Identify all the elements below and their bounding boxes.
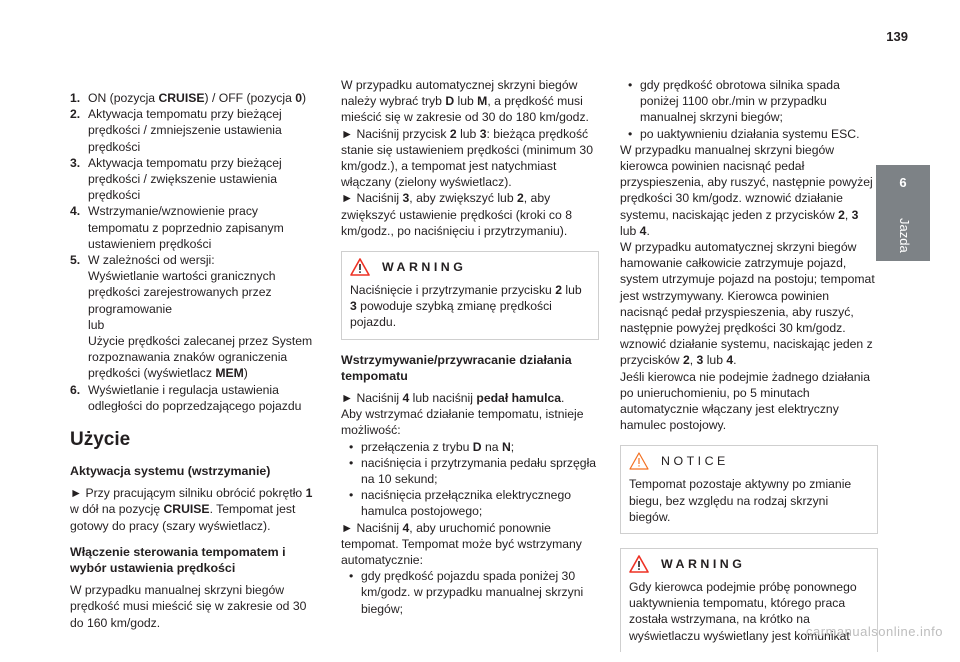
- list-text: Wstrzymanie/wznowienie pracy tempomatu z poprzednio zapisanym ustawieniem prędkości: [88, 204, 284, 251]
- list-number: 4.: [70, 204, 81, 219]
- text-bold: 3: [696, 353, 704, 368]
- text: .: [646, 223, 650, 238]
- text: lub: [703, 353, 727, 368]
- chapter-number: 6: [899, 175, 907, 190]
- list-item: [70, 155, 322, 204]
- text-bold: 2: [517, 191, 524, 206]
- bullet-list: [341, 439, 599, 520]
- list-text: lub: [88, 317, 105, 332]
- text-bold: pedał hamulca: [476, 391, 562, 406]
- text-bold: 1: [305, 486, 313, 501]
- text: W przypadku automatycznej skrzyni biegów hamowanie całkowicie zatrzymuje pojazd, system utrzymuje pojazd na postoju; tempomat jest wstrzymywany. Kierowca powinien nacisnąć pedał przyspieszenia, aby ruszyć, następnie powyżej prędkości 30 km/godz. wznowić działanie systemu, naciskając jeden z przycisków: [620, 240, 875, 368]
- list-item: [70, 252, 322, 382]
- text: ,: [844, 207, 852, 222]
- bullet-list: [341, 568, 599, 617]
- page-number: 139: [886, 29, 908, 44]
- list-text: W zależności od wersji:: [88, 253, 215, 268]
- list-text: Użycie prędkości zalecanej przez System rozpoznawania znaków ograniczenia prędkości (wyświetlacz: [88, 334, 313, 381]
- section-heading: Użycie: [70, 429, 131, 451]
- list-text: ): [243, 366, 248, 381]
- chapter-name: Jazda: [897, 217, 912, 253]
- paragraph: W przypadku manualnej skrzyni biegów prędkość musi mieścić się w zakresie od 30 do 160 km/godz.: [70, 583, 307, 630]
- list-number: 1.: [70, 91, 81, 105]
- subsection-heading: Wstrzymywanie/przywracanie działania tempomatu: [341, 352, 572, 383]
- list-text: Wyświetlanie i regulacja ustawienia odległości do poprzedzającego pojazdu: [88, 382, 302, 413]
- text-bold: 3: [350, 299, 357, 314]
- notice-callout: [620, 445, 878, 534]
- text: , aby uruchomić ponownie tempomat. Tempomat może być wstrzymany automatycznie:: [341, 520, 582, 568]
- text-bold: 4: [402, 520, 410, 535]
- warning-text: Gdy kierowca podejmie próbę ponownego uaktywnienia tempomatu, którego praca została wstrzymana, na krótko na wyświetlaczu wyświetlany jest komunikat: [629, 580, 857, 643]
- list-number: 3.: [70, 155, 81, 170]
- list-item: [341, 439, 599, 455]
- list-item: • gdy prędkość pojazdu spada poniżej 30 km/godz. w przypadku manualnej skrzyni biegów;: [341, 568, 599, 617]
- subsection-heading: Włączenie sterowania tempomatem i wybór ustawienia prędkości: [70, 544, 286, 576]
- paragraph: [341, 520, 599, 569]
- list-text: Aktywacja tempomatu przy bieżącej prędkości / zmniejszenie ustawienia prędkości: [88, 107, 282, 154]
- list-item: [70, 90, 322, 106]
- text-bold: D: [445, 94, 455, 109]
- text: lub: [562, 283, 582, 298]
- text-bold: 2: [449, 126, 457, 141]
- text: . Tempomat jest gotowy do pracy (szary wyświetlacz).: [70, 502, 296, 533]
- callout-header: [350, 252, 590, 282]
- text-bold: 2: [682, 353, 690, 368]
- text-bold: 4: [639, 223, 647, 238]
- column-3: [620, 77, 878, 662]
- text-bold: M: [477, 94, 488, 109]
- paragraph: Jeśli kierowca nie podejmie żadnego działania po unieruchomieniu, po 5 minutach automatycznie włączany jest elektryczny hamulec postojowy.: [620, 369, 870, 433]
- paragraph: [341, 390, 599, 406]
- notice-title: NOTICE: [661, 454, 729, 469]
- text: w dół na pozycję: [70, 502, 164, 517]
- text: ► Naciśnij: [341, 191, 403, 206]
- text: , aby zwiększyć ustawienie prędkości (kroki co 8 km/godz., po naciśnięciu i przytrzymaniu).: [341, 191, 572, 238]
- text: ► Naciśnij przycisk: [341, 126, 450, 141]
- subsection-heading: Aktywacja systemu (wstrzymanie): [70, 464, 271, 479]
- list-number: 2.: [70, 107, 81, 122]
- text-bold: 3: [402, 191, 410, 206]
- list-text-bold: CRUISE: [158, 91, 205, 105]
- list-text: ): [302, 91, 307, 105]
- bullet-list: [620, 77, 878, 142]
- paragraph: [341, 126, 599, 191]
- callout-header: [629, 446, 869, 476]
- text: .: [561, 391, 565, 406]
- text-bold: CRUISE: [163, 502, 210, 517]
- chapter-tab[interactable]: [876, 165, 930, 261]
- list-item: • naciśnięcia i przytrzymania pedału sprzęgła na 10 sekund;: [341, 455, 599, 487]
- text: W przypadku manualnej skrzyni biegów kierowca powinien nacisnąć pedał przyspieszenia, aby ruszyć, następnie powyżej prędkości 30 km/godz. wznowić działanie systemu, naciskając jeden z przycisków: [620, 142, 873, 222]
- warning-text: [350, 282, 590, 331]
- text: na: [481, 439, 502, 454]
- paragraph: [341, 77, 599, 126]
- column-1: [70, 90, 322, 631]
- text-bold: 3: [479, 126, 487, 141]
- list-text: Wyświetlanie wartości granicznych prędkości zarejestrowanych przez programowanie: [88, 269, 276, 316]
- text: W przypadku automatycznej skrzyni biegów należy wybrać tryb: [341, 78, 578, 109]
- list-text-bold: MEM: [215, 366, 244, 381]
- paragraph: [620, 142, 878, 239]
- text: , aby zwiększyć lub: [409, 191, 517, 206]
- text: powoduje szybką zmianę prędkości pojazdu.: [350, 299, 552, 330]
- text: : bieżąca prędkość stanie się ustawieniem prędkości (minimum 30 km/godz.), a tempomat jest natychmiast włączany (zielony wyświetlacz).: [341, 126, 593, 190]
- text-bold: 2: [838, 207, 845, 222]
- paragraph: [620, 239, 878, 369]
- notice-icon: [629, 452, 649, 470]
- warning-icon: [629, 555, 649, 573]
- list-item: • po uaktywnieniu działania systemu ESC.: [620, 126, 878, 142]
- column-2: [341, 77, 599, 617]
- text-bold: 4: [402, 391, 410, 406]
- list-text: Aktywacja tempomatu przy bieżącej prędkości / zwiększenie ustawienia prędkości: [88, 155, 282, 203]
- component-list: [70, 90, 322, 414]
- text: przełączenia z trybu: [361, 439, 473, 454]
- notice-text: Tempomat pozostaje aktywny po zmianie biegu, bez względu na rodzaj skrzyni biegów.: [629, 477, 852, 524]
- text-bold: N: [501, 439, 511, 454]
- warning-callout: [341, 251, 599, 340]
- text-bold: 4: [726, 353, 734, 368]
- list-item: [70, 106, 322, 155]
- callout-header: [629, 549, 869, 579]
- watermark: carmanualsonline.info: [806, 624, 943, 639]
- text-bold: 2: [555, 283, 562, 298]
- text: ,: [689, 353, 697, 368]
- text: , a prędkość musi mieścić się w zakresie od 30 do 180 km/godz.: [341, 94, 589, 125]
- list-item: [70, 382, 322, 414]
- list-text: ON (pozycja: [88, 91, 159, 105]
- list-text: ) / OFF (pozycja: [204, 91, 296, 105]
- text: lub naciśnij: [409, 391, 477, 406]
- warning-title: WARNING: [382, 259, 467, 274]
- warning-title: WARNING: [661, 556, 746, 571]
- text: ► Przy pracującym silniku obrócić pokrętło: [70, 486, 306, 501]
- text: lub: [456, 126, 480, 141]
- list-text-bold: 0: [295, 91, 303, 105]
- text: Naciśnięcie i przytrzymanie przycisku: [350, 283, 556, 298]
- text: lub: [454, 94, 478, 109]
- paragraph: [341, 190, 599, 239]
- text-bold: 3: [851, 207, 859, 222]
- warning-icon: [350, 258, 370, 276]
- text: ► Naciśnij: [341, 520, 403, 535]
- paragraph: [70, 485, 322, 534]
- list-item: [70, 203, 322, 252]
- list-number: 6.: [70, 382, 81, 397]
- paragraph: Aby wstrzymać działanie tempomatu, istnieje możliwość:: [341, 407, 584, 438]
- text-bold: D: [472, 439, 482, 454]
- text: ;: [510, 439, 515, 454]
- list-number: 5.: [70, 253, 81, 268]
- list-item: • gdy prędkość obrotowa silnika spada poniżej 1100 obr./min w przypadku manualnej skrzyni biegów;: [620, 77, 878, 126]
- text: lub: [620, 223, 640, 238]
- list-item: • naciśnięcia przełącznika elektrycznego hamulca postojowego;: [341, 487, 599, 519]
- text: ► Naciśnij: [341, 391, 403, 406]
- text: .: [733, 353, 737, 368]
